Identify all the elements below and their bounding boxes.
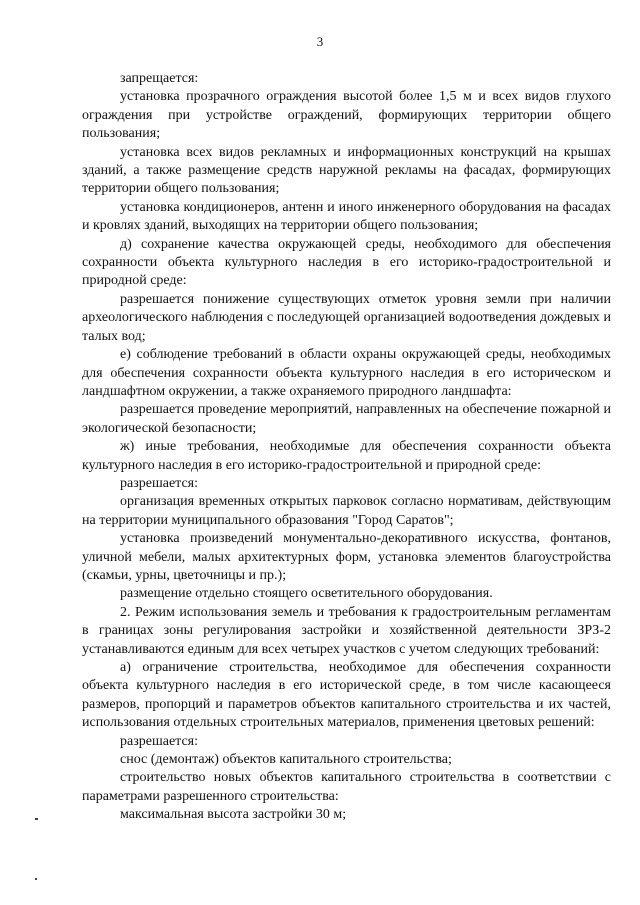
paragraph-other-requirements: ж) иные требования, необходимые для обеспечения сохранности объекта культурного наследия в его историко-градостроительной и природной среде: [82, 439, 611, 473]
paragraph-ground-level: разрешается понижение существующих отметок уровня земли при наличии археологического наблюдения с последующей организацией водоотведения дождевых и талых вод; [82, 291, 611, 344]
page-number: 3 [316, 34, 324, 49]
document-body [82, 70, 611, 825]
paragraph-environment-protection: е) соблюдение требований в области охраны окружающей среды, необходимых для обеспечения сохранности объекта культурного наследия в его историческом и ландшафтном окружении, а также охраняемого природного ландшафта: [82, 347, 611, 399]
paragraph-prohibited-heading: запрещается: [120, 71, 199, 86]
paragraph-construction-limit: а) ограничение строительства, необходимое для обеспечения сохранности объекта культурного наследия в его исторической среде, в том числе касающееся размеров, пропорций и параметров объектов капитального строительства и их частей, использования отдельных строительных материалов, применения цветовых решений: [82, 660, 611, 731]
paragraph-equipment-restriction: установка кондиционеров, антенн и иного инженерного оборудования на фасадах и кровлях зданий, выходящих на территории общего пользования; [82, 199, 611, 234]
paragraph-advertising-restriction: установка всех видов рекламных и информационных конструкций на крышах зданий, а также размещение средств наружной рекламы на фасадах, формирующих территории общего пользования; [82, 144, 611, 197]
paragraph-new-construction: строительство новых объектов капитального строительства в соответствии с параметрами разрешенного строительства: [82, 770, 611, 804]
paragraph-safety-measures: разрешается проведение мероприятий, направленных на обеспечение пожарной и экологической безопасности; [82, 402, 611, 436]
paragraph-lighting-equipment: размещение отдельно стоящего осветительного оборудования. [120, 586, 493, 602]
paragraph-fence-restriction: установка прозрачного ограждения высотой более 1,5 м и всех видов глухого ограждения при устройстве ограждений, формирующих территории общего пользования; [82, 89, 611, 142]
scan-mark [35, 818, 38, 820]
scan-mark [35, 878, 37, 880]
paragraph-zone-regime: 2. Режим использования земель и требования к градостроительным регламентам в границах зоны регулирования застройки и хозяйственной деятельности ЗРЗ-2 устанавливаются единым для всех четырех участков с учетом следующих требований: [82, 604, 611, 657]
paragraph-permitted-heading-2: разрешается: [120, 733, 198, 749]
paragraph-environment-quality: д) сохранение качества окружающей среды, необходимого для обеспечения сохранности объекта культурного наследия в его историко-градостроительной и природной среде: [82, 236, 611, 289]
paragraph-monumental-art: установка произведений монументально-декоративного искусства, фонтанов, уличной мебели, малых архитектурных форм, установка элементов благоустройства (скамьи, урны, цветочницы и пр.); [82, 531, 611, 583]
paragraph-permitted-heading: разрешается: [120, 475, 198, 491]
paragraph-demolition: снос (демонтаж) объектов капитального строительства; [120, 752, 452, 768]
paragraph-max-height: максимальная высота застройки 30 м; [120, 807, 347, 823]
paragraph-temporary-parking: организация временных открытых парковок согласно нормативам, действующим на территории муниципального образования "Город Саратов"; [82, 494, 611, 528]
